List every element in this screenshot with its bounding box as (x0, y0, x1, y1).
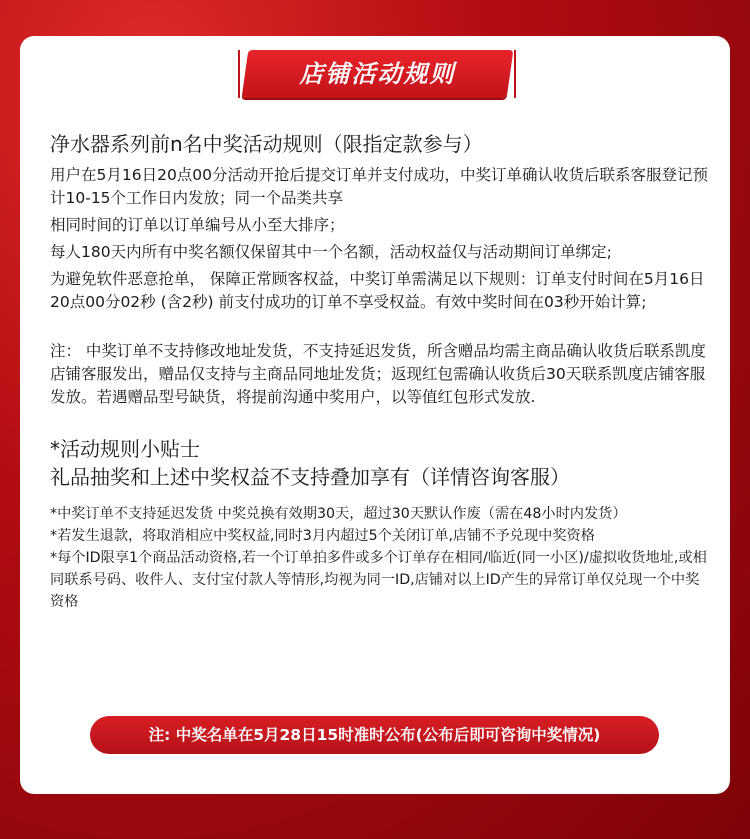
tips-title: *活动规则小贴士 (50, 437, 200, 461)
section1-paragraph: 为避免软件恶意抢单， 保障正常顾客权益，中奖订单需满足以下规则：订单支付时间在5月16日20点00分02秒 (含2秒) 前支付成功的订单不享受权益。有效中奖时间在03秒开始计算; (50, 270, 705, 311)
tips-item: *若发生退款，将取消相应中奖权益,同时3月内超过5个关闭订单,店铺不予兑现中奖资格 (50, 528, 595, 544)
tips-item: *中奖订单不支持延迟发货 中奖兑换有效期30天，超过30天默认作废（需在48小时内发货） (50, 506, 627, 522)
section1-paragraph: 每人180天内所有中奖名额仅保留其中一个名额，活动权益仅与活动期间订单绑定; (50, 243, 612, 261)
section1-note: 注： 中奖订单不支持修改地址发货，不支持延迟发货，所含赠品均需主商品确认收货后联系凯度店铺客服发出，赠品仅支持与主商品同地址发货；返现红包需确认收货后30天联系凯度店铺客服发放。若遇赠品型号缺货，将提前沟通中奖用户，以等值红包形式发放. (50, 342, 706, 406)
title-divider-left (238, 50, 240, 98)
page-title: 店铺活动规则 (299, 60, 456, 88)
section1-paragraph: 用户在5月16日20点00分活动开抢后提交订单并支付成功，中奖订单确认收货后联系客服登记预计10-15个工作日内发放；同一个品类共享 (50, 166, 709, 207)
tips-item: *每个ID限享1个商品活动资格,若一个订单拍多件或多个订单存在相同/临近(同一小区)/虚拟收货地址,或相同联系号码、收件人、支付宝付款人等情形,均视为同一ID,店铺对以上ID产生的异常订单仅兑现一个中奖资格 (50, 550, 707, 610)
title-divider-right (514, 50, 516, 98)
section1-heading: 净水器系列前n名中奖活动规则（限指定款参与） (50, 132, 483, 156)
section1-paragraph: 相同时间的订单以订单编号从小至大排序； (50, 216, 345, 234)
tips-subtitle: 礼品抽奖和上述中奖权益不支持叠加享有（详情咨询客服） (50, 465, 570, 489)
announcement-banner: 注: 中奖名单在5月28日15时准时公布(公布后即可咨询中奖情况) (90, 716, 659, 754)
rules-content (50, 130, 710, 613)
